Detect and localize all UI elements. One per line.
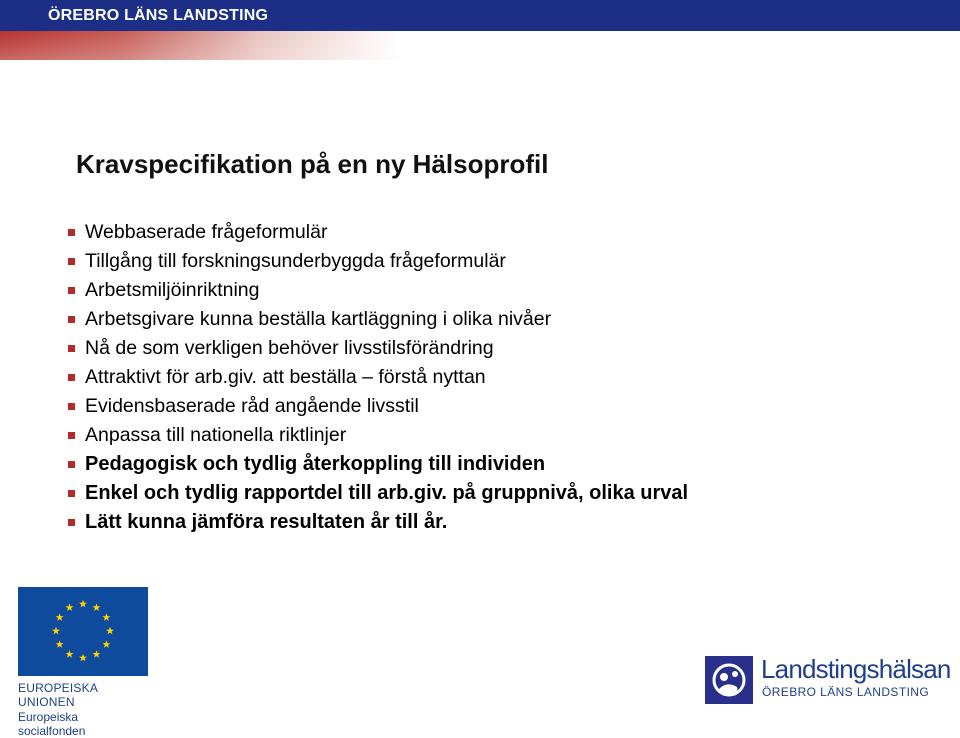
bullet-item (68, 508, 688, 537)
slide-title: Kravspecifikation på en ny Hälsoprofil (76, 149, 549, 179)
eu-star-icon (56, 640, 64, 648)
landstingshalsan-logo (705, 656, 955, 706)
eu-star-icon (106, 627, 114, 635)
eu-star-icon (66, 650, 74, 658)
bullet-text: Enkel och tydlig rapportdel till arb.giv. på gruppnivå, olika urval (85, 482, 689, 504)
bullet-marker-icon (68, 461, 75, 468)
bullet-item (68, 363, 688, 392)
eu-star-icon (79, 654, 87, 662)
bullet-text: Webbaserade frågeformulär (85, 221, 328, 243)
bullet-item (68, 450, 688, 479)
bullet-marker-icon (68, 403, 75, 410)
bullet-text: Nå de som verkligen behöver livsstilsförändring (85, 337, 494, 359)
bullet-marker-icon (68, 316, 75, 323)
eu-star-icon (79, 600, 87, 608)
bullet-item (68, 334, 688, 363)
bullet-text: Evidensbaserade råd angående livsstil (85, 395, 419, 417)
eu-stars-svg (18, 587, 148, 676)
eu-star-icon (93, 603, 101, 611)
eu-star-icon (93, 650, 101, 658)
eu-logo-subtitle: Europeiska socialfonden (18, 710, 86, 738)
landstingshalsan-logo-icon (705, 656, 753, 704)
org-name: ÖREBRO LÄNS LANDSTING (48, 7, 269, 24)
bullet-text: Pedagogisk och tydlig återkoppling till individen (85, 453, 546, 475)
bullet-list (68, 218, 688, 537)
bullet-marker-icon (68, 229, 75, 236)
brand-subtitle: ÖREBRO LÄNS LANDSTING (762, 685, 930, 699)
bullet-marker-icon (68, 345, 75, 352)
bullet-item (68, 247, 688, 276)
eu-logo-title: EUROPEISKA UNIONEN (18, 681, 98, 709)
eu-star-icon (102, 613, 110, 621)
eu-star-icon (52, 627, 60, 635)
bullet-marker-icon (68, 432, 75, 439)
eu-flag-icon (18, 587, 148, 676)
bullet-item (68, 479, 688, 508)
bullet-item (68, 421, 688, 450)
bullet-marker-icon (68, 519, 75, 526)
bullet-item (68, 218, 688, 247)
bullet-marker-icon (68, 287, 75, 294)
bullet-marker-icon (68, 258, 75, 265)
eu-star-icon (102, 640, 110, 648)
eu-logo (18, 587, 148, 738)
header-bar (0, 0, 960, 31)
bullet-item (68, 276, 688, 305)
bullet-text: Arbetsmiljöinriktning (85, 279, 260, 301)
bullet-text: Attraktivt för arb.giv. att beställa – förstå nyttan (85, 366, 486, 388)
bullet-text: Lätt kunna jämföra resultaten år till år. (85, 511, 448, 533)
accent-gradient-bar (0, 31, 960, 60)
bullet-text: Arbetsgivare kunna beställa kartläggning i olika nivåer (85, 308, 552, 330)
bullet-text: Tillgång till forskningsunderbyggda frågeformulär (85, 250, 506, 272)
eu-star-icon (66, 603, 74, 611)
bullet-marker-icon (68, 374, 75, 381)
eu-star-icon (56, 613, 64, 621)
bullet-marker-icon (68, 490, 75, 497)
bullet-text: Anpassa till nationella riktlinjer (85, 424, 347, 446)
bullet-item (68, 305, 688, 334)
bullet-item (68, 392, 688, 421)
gradient-fade (0, 31, 960, 60)
brand-name: Landstingshälsan (761, 654, 951, 684)
